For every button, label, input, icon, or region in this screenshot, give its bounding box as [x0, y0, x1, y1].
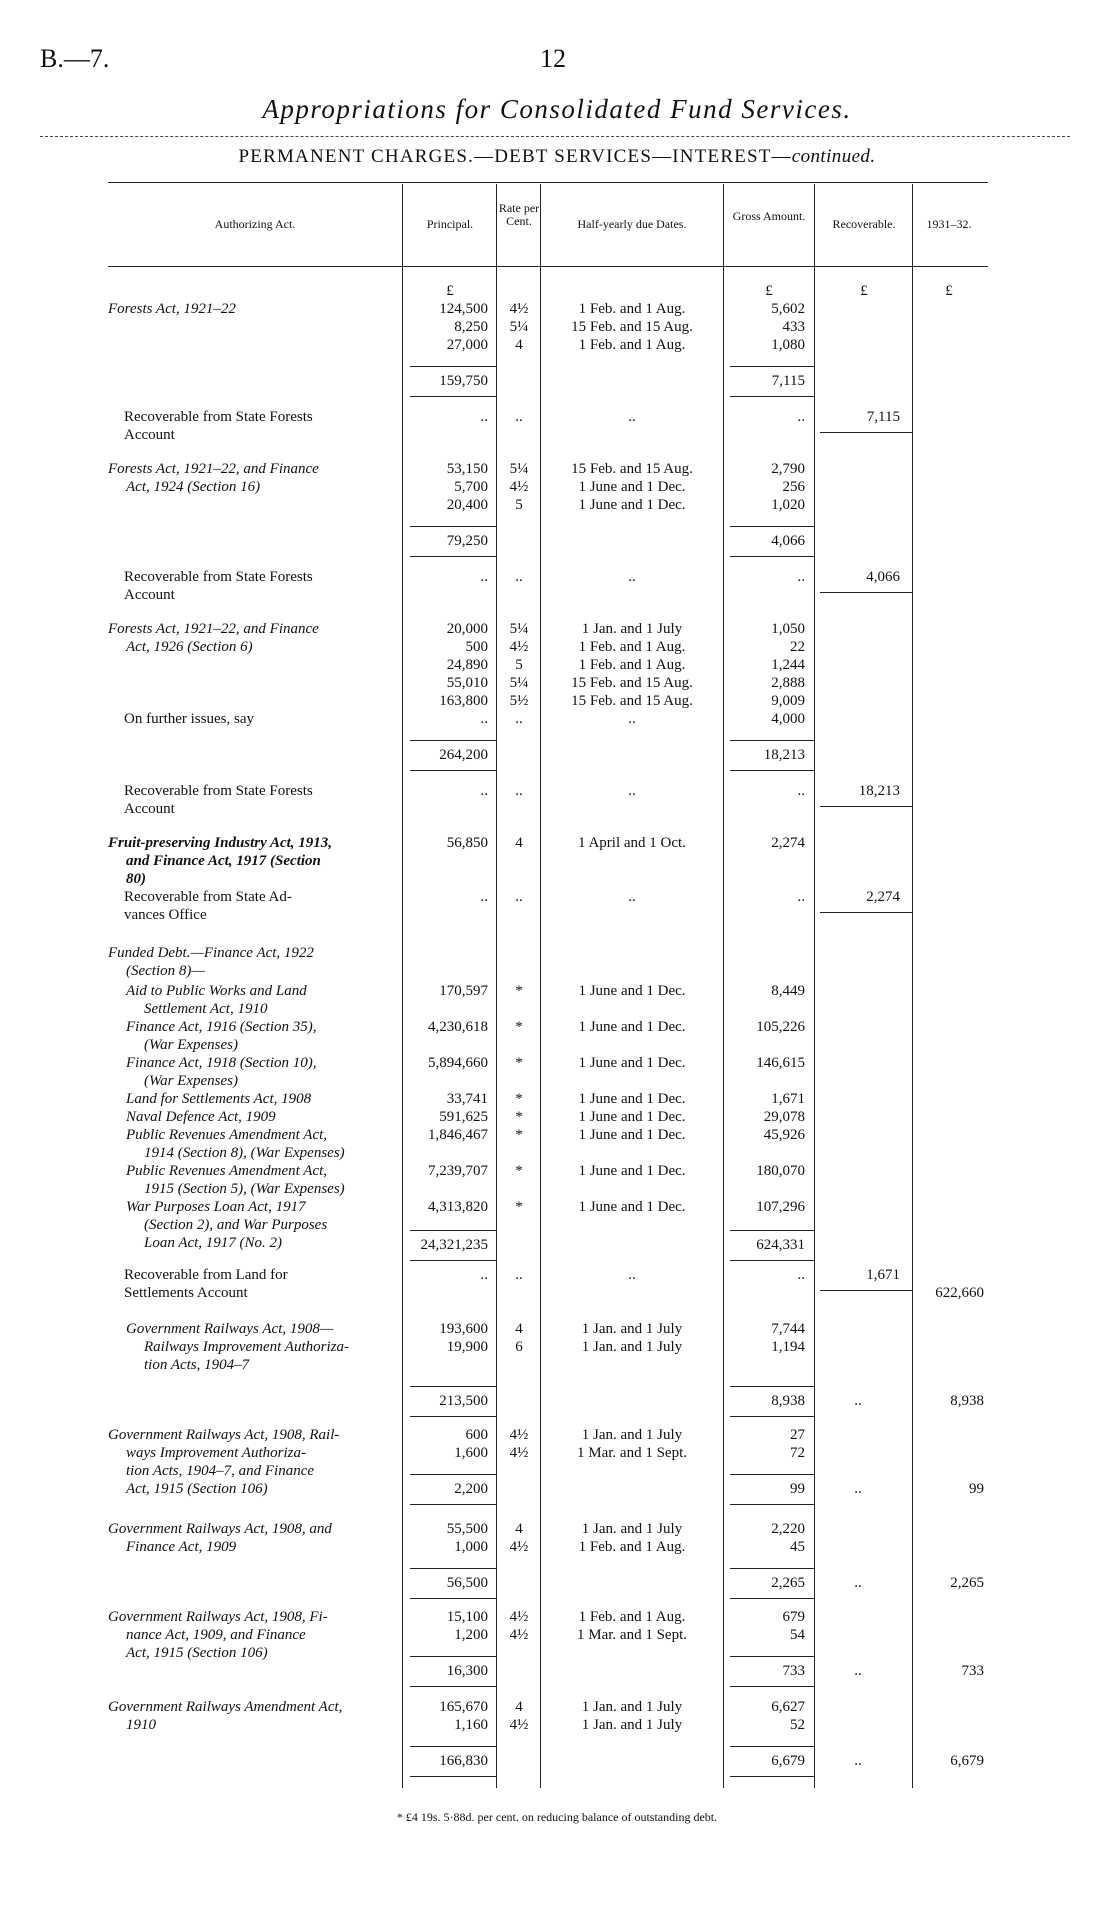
- principal-cell: 24,321,235: [420, 1237, 488, 1253]
- gross-cell: 1,080: [771, 337, 805, 353]
- dates-cell: 1 June and 1 Dec.: [578, 1055, 686, 1071]
- subtotal-rule: [730, 396, 814, 397]
- subtotal-rule: [730, 556, 814, 557]
- dates-cell: 1 Feb. and 1 Aug.: [578, 337, 686, 353]
- page-title: Appropriations for Consolidated Fund Services.: [262, 94, 852, 124]
- rate-cell: 5: [515, 657, 523, 673]
- act-text: On further issues, say: [124, 711, 254, 727]
- act-text: Recoverable from State Forests: [124, 409, 313, 425]
- subtotal-rule: [730, 1598, 814, 1599]
- act-text: Recoverable from State Forests: [124, 569, 313, 585]
- gross-cell: 27: [790, 1427, 805, 1443]
- gross-cell: 9,009: [771, 693, 805, 709]
- recoverable-cell: 18,213: [858, 783, 900, 799]
- act-text: Fruit-preserving Industry Act, 1913,: [108, 835, 333, 851]
- principal-cell: 159,750: [439, 373, 488, 389]
- dates-cell: 1 Feb. and 1 Aug.: [578, 657, 686, 673]
- principal-cell: 166,830: [439, 1753, 488, 1769]
- principal-cell: 7,239,707: [428, 1163, 488, 1179]
- gross-cell: 99: [790, 1481, 805, 1497]
- rate-cell: *: [515, 1019, 523, 1035]
- principal-cell: 1,200: [454, 1627, 488, 1643]
- principal-cell: 1,600: [454, 1445, 488, 1461]
- gross-cell: 2,790: [771, 461, 805, 477]
- principal-cell: 33,741: [446, 1091, 488, 1107]
- rate-cell: *: [515, 1127, 523, 1143]
- subtotal-rule: [410, 1656, 496, 1657]
- dates-cell: 1 June and 1 Dec.: [578, 1163, 686, 1179]
- dates-cell: ..: [628, 569, 636, 585]
- dates-cell: 1 Mar. and 1 Sept.: [577, 1445, 687, 1461]
- act-text: Land for Settlements Act, 1908: [126, 1091, 312, 1107]
- principal-cell: 1,846,467: [428, 1127, 488, 1143]
- principal-cell: 56,850: [446, 835, 488, 851]
- principal-cell: 4,230,618: [428, 1019, 488, 1035]
- subtotal-rule: [410, 1568, 496, 1569]
- currency-recoverable: £: [860, 283, 868, 299]
- act-text: Settlements Account: [124, 1285, 248, 1301]
- principal-cell: 8,250: [454, 319, 488, 335]
- principal-cell: 213,500: [439, 1393, 488, 1409]
- rate-cell: ..: [515, 711, 523, 727]
- principal-cell: ..: [480, 569, 488, 585]
- recoverable-cell: 2,274: [866, 889, 900, 905]
- rate-cell: 5: [515, 497, 523, 513]
- gross-cell: 4,000: [771, 711, 805, 727]
- colhdr-act: Authorizing Act.: [214, 217, 296, 231]
- act-text: (Section 2), and War Purposes: [144, 1217, 328, 1233]
- colhdr-rate: Rate per Cent.: [498, 201, 540, 228]
- recoverable-cell: ..: [854, 1575, 862, 1591]
- year-cell: 622,660: [935, 1285, 984, 1301]
- page-header-ref: B.—7.: [40, 44, 110, 73]
- dates-cell: 1 Mar. and 1 Sept.: [577, 1627, 687, 1643]
- act-text: vances Office: [124, 907, 207, 923]
- rate-cell: *: [515, 1091, 523, 1107]
- subtotal-rule: [410, 526, 496, 527]
- recoverable-cell: 4,066: [866, 569, 900, 585]
- gross-cell: 1,671: [771, 1091, 805, 1107]
- rate-cell: 4½: [509, 301, 529, 317]
- recoverable-rule: [820, 1290, 912, 1291]
- rate-cell: 4½: [509, 1627, 529, 1643]
- subtotal-rule: [730, 740, 814, 741]
- principal-cell: 264,200: [439, 747, 488, 763]
- principal-cell: 79,250: [446, 533, 488, 549]
- subtotal-rule: [730, 1474, 814, 1475]
- recoverable-rule: [820, 806, 912, 807]
- recoverable-rule: [820, 912, 912, 913]
- subtotal-rule: [410, 556, 496, 557]
- principal-cell: 124,500: [439, 301, 488, 317]
- dates-cell: ..: [628, 1267, 636, 1283]
- dates-cell: 1 Feb. and 1 Aug.: [578, 639, 686, 655]
- dates-cell: 1 Jan. and 1 July: [581, 1339, 683, 1355]
- dates-cell: 1 Jan. and 1 July: [581, 1699, 683, 1715]
- subtotal-rule: [410, 1474, 496, 1475]
- subtotal-rule: [730, 1416, 814, 1417]
- rate-cell: 4½: [509, 1609, 529, 1625]
- act-text: (War Expenses): [144, 1073, 239, 1089]
- footnote: * £4 19s. 5·88d. per cent. on reducing balance of outstanding debt.: [396, 1810, 718, 1824]
- gross-cell: 6,627: [771, 1699, 805, 1715]
- principal-cell: 591,625: [439, 1109, 488, 1125]
- act-text: Settlement Act, 1910: [144, 1001, 268, 1017]
- col-rule: [723, 184, 724, 1788]
- subtotal-rule: [730, 1504, 814, 1505]
- gross-cell: ..: [797, 569, 805, 585]
- dates-cell: 1 Jan. and 1 July: [581, 1717, 683, 1733]
- principal-cell: 1,000: [454, 1539, 488, 1555]
- principal-cell: 55,010: [446, 675, 488, 691]
- rate-cell: 4½: [509, 479, 529, 495]
- subtotal-rule: [730, 1386, 814, 1387]
- principal-cell: 24,890: [446, 657, 488, 673]
- title-rule: [40, 136, 1070, 137]
- act-text: Finance Act, 1909: [126, 1539, 237, 1555]
- rate-cell: ..: [515, 1267, 523, 1283]
- rate-cell: 4: [515, 1521, 523, 1537]
- dates-cell: 1 Feb. and 1 Aug.: [578, 1539, 686, 1555]
- rate-cell: ..: [515, 569, 523, 585]
- dates-cell: 15 Feb. and 15 Aug.: [571, 461, 693, 477]
- rate-cell: *: [515, 1109, 523, 1125]
- rate-cell: 4½: [509, 639, 529, 655]
- year-cell: 6,679: [950, 1753, 984, 1769]
- col-rule: [496, 184, 497, 1788]
- col-rule: [402, 184, 403, 1788]
- gross-cell: 6,679: [771, 1753, 805, 1769]
- dates-cell: 1 June and 1 Dec.: [578, 1091, 686, 1107]
- gross-cell: 1,050: [771, 621, 805, 637]
- dates-cell: ..: [628, 711, 636, 727]
- recoverable-cell: ..: [854, 1753, 862, 1769]
- section-subtitle: PERMANENT CHARGES.—DEBT SERVICES—INTEREST—continued.: [238, 146, 876, 167]
- gross-cell: 8,449: [771, 983, 805, 999]
- act-text: Act, 1926 (Section 6): [126, 639, 253, 655]
- gross-cell: ..: [797, 783, 805, 799]
- gross-cell: 5,602: [771, 301, 805, 317]
- colhdr-principal: Principal.: [426, 217, 474, 231]
- subtotal-rule: [410, 1598, 496, 1599]
- gross-cell: 624,331: [756, 1237, 805, 1253]
- act-text: (War Expenses): [144, 1037, 239, 1053]
- rate-cell: 5¼: [509, 621, 529, 637]
- subtotal-rule: [730, 1568, 814, 1569]
- principal-cell: 53,150: [446, 461, 488, 477]
- dates-cell: 15 Feb. and 15 Aug.: [571, 319, 693, 335]
- gross-cell: 29,078: [763, 1109, 805, 1125]
- gross-cell: 2,888: [771, 675, 805, 691]
- subtotal-rule: [410, 770, 496, 771]
- dates-cell: 1 Jan. and 1 July: [581, 1321, 683, 1337]
- act-text: Railways Improvement Authoriza-: [144, 1339, 349, 1355]
- page-number: 12: [540, 44, 566, 73]
- rate-cell: 4: [515, 1699, 523, 1715]
- recoverable-rule: [820, 592, 912, 593]
- table-top-rule: [108, 182, 988, 183]
- gross-cell: ..: [797, 1267, 805, 1283]
- act-text: (Section 8)—: [126, 963, 205, 979]
- gross-cell: 107,296: [756, 1199, 805, 1215]
- colhdr-recoverable: Recoverable.: [832, 217, 896, 231]
- gross-cell: ..: [797, 409, 805, 425]
- rate-cell: 4½: [509, 1427, 529, 1443]
- principal-cell: ..: [480, 711, 488, 727]
- subtotal-rule: [730, 366, 814, 367]
- gross-cell: 433: [782, 319, 805, 335]
- colhdr-year: 1931–32.: [926, 217, 972, 231]
- act-text: Finance Act, 1916 (Section 35),: [126, 1019, 317, 1035]
- dates-cell: ..: [628, 783, 636, 799]
- recoverable-cell: ..: [854, 1663, 862, 1679]
- principal-cell: 56,500: [446, 1575, 488, 1591]
- rate-cell: 5¼: [509, 675, 529, 691]
- act-text: 1914 (Section 8), (War Expenses): [144, 1145, 345, 1161]
- principal-cell: 5,700: [454, 479, 488, 495]
- subtotal-rule: [410, 1504, 496, 1505]
- act-text: nance Act, 1909, and Finance: [126, 1627, 306, 1643]
- gross-cell: 45,926: [763, 1127, 805, 1143]
- gross-cell: 1,244: [771, 657, 805, 673]
- gross-cell: 7,744: [771, 1321, 805, 1337]
- dates-cell: 1 June and 1 Dec.: [578, 1109, 686, 1125]
- act-text: Government Railways Act, 1908, Rail-: [108, 1427, 340, 1443]
- subtotal-rule: [410, 1416, 496, 1417]
- dates-cell: 1 April and 1 Oct.: [578, 835, 686, 851]
- act-text: Government Railways Amendment Act,: [108, 1699, 343, 1715]
- act-text: Naval Defence Act, 1909: [126, 1109, 276, 1125]
- rate-cell: ..: [515, 783, 523, 799]
- principal-cell: 165,670: [439, 1699, 488, 1715]
- subtotal-rule: [410, 1776, 496, 1777]
- rate-cell: *: [515, 1163, 523, 1179]
- col-rule: [814, 184, 815, 1788]
- principal-cell: 1,160: [454, 1717, 488, 1733]
- year-cell: 8,938: [950, 1393, 984, 1409]
- rate-cell: 5½: [509, 693, 529, 709]
- currency-year: £: [945, 283, 953, 299]
- subtotal-rule: [730, 770, 814, 771]
- recoverable-cell: 1,671: [866, 1267, 900, 1283]
- subtotal-rule: [730, 1260, 814, 1261]
- subtotal-rule: [730, 1230, 814, 1231]
- recoverable-rule: [820, 432, 912, 433]
- col-rule: [540, 184, 541, 1788]
- principal-cell: 19,900: [446, 1339, 488, 1355]
- act-text: ways Improvement Authoriza-: [126, 1445, 306, 1461]
- rate-cell: ..: [515, 889, 523, 905]
- principal-cell: ..: [480, 409, 488, 425]
- rate-cell: 4: [515, 1321, 523, 1337]
- gross-cell: 180,070: [756, 1163, 805, 1179]
- principal-cell: 20,000: [446, 621, 488, 637]
- act-text: 1910: [126, 1717, 156, 1733]
- dates-cell: 1 Jan. and 1 July: [581, 621, 683, 637]
- gross-cell: 4,066: [771, 533, 805, 549]
- subtotal-rule: [410, 396, 496, 397]
- dates-cell: 1 June and 1 Dec.: [578, 479, 686, 495]
- dates-cell: ..: [628, 409, 636, 425]
- gross-cell: 18,213: [763, 747, 805, 763]
- recoverable-cell: ..: [854, 1393, 862, 1409]
- rate-cell: 4: [515, 337, 523, 353]
- subtotal-rule: [410, 1386, 496, 1387]
- principal-cell: 15,100: [446, 1609, 488, 1625]
- gross-cell: 45: [790, 1539, 805, 1555]
- principal-cell: 27,000: [446, 337, 488, 353]
- act-text: Recoverable from Land for: [124, 1267, 288, 1283]
- principal-cell: 2,200: [454, 1481, 488, 1497]
- rate-cell: 5¼: [509, 461, 529, 477]
- dates-cell: 1 June and 1 Dec.: [578, 1127, 686, 1143]
- year-cell: 733: [961, 1663, 984, 1679]
- subtotal-rule: [730, 1776, 814, 1777]
- year-cell: 99: [969, 1481, 984, 1497]
- subtotal-rule: [410, 366, 496, 367]
- subtotal-rule: [730, 1686, 814, 1687]
- dates-cell: 15 Feb. and 15 Aug.: [571, 693, 693, 709]
- subtotal-rule: [410, 1746, 496, 1747]
- act-text: Public Revenues Amendment Act,: [126, 1127, 328, 1143]
- act-text: Act, 1924 (Section 16): [126, 479, 261, 495]
- rate-cell: 4: [515, 835, 523, 851]
- gross-cell: 54: [790, 1627, 805, 1643]
- gross-cell: 105,226: [756, 1019, 805, 1035]
- principal-cell: ..: [480, 1267, 488, 1283]
- gross-cell: 1,020: [771, 497, 805, 513]
- act-text: 80): [126, 871, 146, 887]
- year-cell: 2,265: [950, 1575, 984, 1591]
- dates-cell: 1 June and 1 Dec.: [578, 497, 686, 513]
- principal-cell: 5,894,660: [428, 1055, 488, 1071]
- recoverable-cell: ..: [854, 1481, 862, 1497]
- principal-cell: 20,400: [446, 497, 488, 513]
- act-text: Funded Debt.—Finance Act, 1922: [108, 945, 314, 961]
- gross-cell: 1,194: [771, 1339, 805, 1355]
- gross-cell: 52: [790, 1717, 805, 1733]
- rate-cell: 4½: [509, 1539, 529, 1555]
- gross-cell: 2,220: [771, 1521, 805, 1537]
- act-text: tion Acts, 1904–7, and Finance: [126, 1463, 315, 1479]
- principal-cell: 170,597: [439, 983, 488, 999]
- principal-cell: 163,800: [439, 693, 488, 709]
- subtotal-rule: [730, 1656, 814, 1657]
- colhdr-dates: Half-yearly due Dates.: [577, 217, 687, 231]
- principal-cell: 55,500: [446, 1521, 488, 1537]
- colhdr-gross: Gross Amount.: [732, 209, 806, 223]
- act-text: Account: [124, 801, 175, 817]
- subtotal-rule: [410, 1686, 496, 1687]
- dates-cell: 1 June and 1 Dec.: [578, 1019, 686, 1035]
- act-text: Forests Act, 1921–22, and Finance: [108, 621, 319, 637]
- rate-cell: 4½: [509, 1445, 529, 1461]
- recoverable-cell: 7,115: [866, 409, 900, 425]
- gross-cell: ..: [797, 889, 805, 905]
- dates-cell: 1 Feb. and 1 Aug.: [578, 301, 686, 317]
- rate-cell: 5¼: [509, 319, 529, 335]
- act-text: Forests Act, 1921–22, and Finance: [108, 461, 319, 477]
- principal-cell: 600: [465, 1427, 488, 1443]
- act-text: Government Railways Act, 1908, and: [108, 1521, 332, 1537]
- principal-cell: ..: [480, 783, 488, 799]
- act-text: Act, 1915 (Section 106): [126, 1481, 268, 1497]
- act-text: Forests Act, 1921–22: [108, 301, 236, 317]
- rate-cell: 4½: [509, 1717, 529, 1733]
- dates-cell: 1 June and 1 Dec.: [578, 983, 686, 999]
- dates-cell: 15 Feb. and 15 Aug.: [571, 675, 693, 691]
- subtotal-rule: [410, 1260, 496, 1261]
- principal-cell: 500: [465, 639, 488, 655]
- act-text: and Finance Act, 1917 (Section: [126, 853, 321, 869]
- act-text: War Purposes Loan Act, 1917: [126, 1199, 306, 1215]
- currency-principal: £: [446, 283, 454, 299]
- subtotal-rule: [730, 1746, 814, 1747]
- act-text: tion Acts, 1904–7: [144, 1357, 250, 1373]
- act-text: Aid to Public Works and Land: [126, 983, 307, 999]
- gross-cell: 256: [782, 479, 805, 495]
- gross-cell: 2,274: [771, 835, 805, 851]
- gross-cell: 146,615: [756, 1055, 805, 1071]
- gross-cell: 72: [790, 1445, 805, 1461]
- act-text: 1915 (Section 5), (War Expenses): [144, 1181, 345, 1197]
- subtotal-rule: [730, 526, 814, 527]
- act-text: Recoverable from State Forests: [124, 783, 313, 799]
- gross-cell: 2,265: [771, 1575, 805, 1591]
- gross-cell: 8,938: [771, 1393, 805, 1409]
- subtotal-rule: [410, 1230, 496, 1231]
- gross-cell: 679: [782, 1609, 805, 1625]
- dates-cell: 1 Jan. and 1 July: [581, 1521, 683, 1537]
- rate-cell: *: [515, 1055, 523, 1071]
- act-text: Finance Act, 1918 (Section 10),: [126, 1055, 317, 1071]
- dates-cell: 1 Feb. and 1 Aug.: [578, 1609, 686, 1625]
- table-header-rule: [108, 266, 988, 267]
- gross-cell: 7,115: [771, 373, 805, 389]
- col-rule: [912, 184, 913, 1788]
- act-text: Act, 1915 (Section 106): [126, 1645, 268, 1661]
- principal-cell: 16,300: [446, 1663, 488, 1679]
- act-text: Government Railways Act, 1908, Fi-: [108, 1609, 328, 1625]
- rate-cell: *: [515, 983, 523, 999]
- act-text: Government Railways Act, 1908—: [126, 1321, 334, 1337]
- act-text: Recoverable from State Ad-: [124, 889, 292, 905]
- dates-cell: 1 Jan. and 1 July: [581, 1427, 683, 1443]
- principal-cell: 193,600: [439, 1321, 488, 1337]
- rate-cell: ..: [515, 409, 523, 425]
- dates-cell: 1 June and 1 Dec.: [578, 1199, 686, 1215]
- gross-cell: 733: [782, 1663, 805, 1679]
- act-text: Loan Act, 1917 (No. 2): [144, 1235, 283, 1251]
- dates-cell: ..: [628, 889, 636, 905]
- currency-gross: £: [765, 283, 773, 299]
- act-text: Account: [124, 587, 175, 603]
- principal-cell: ..: [480, 889, 488, 905]
- subtotal-rule: [410, 740, 496, 741]
- act-text: Public Revenues Amendment Act,: [126, 1163, 328, 1179]
- gross-cell: 22: [790, 639, 805, 655]
- rate-cell: *: [515, 1199, 523, 1215]
- principal-cell: 4,313,820: [428, 1199, 488, 1215]
- rate-cell: 6: [515, 1339, 523, 1355]
- act-text: Account: [124, 427, 175, 443]
